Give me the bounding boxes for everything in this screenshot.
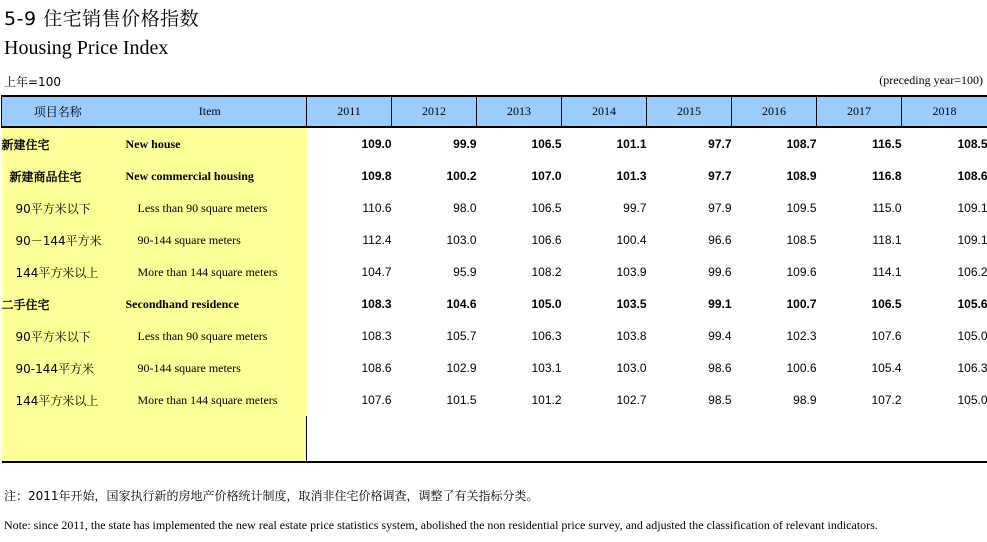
row-label-cn: 新建商品住宅 <box>2 160 114 192</box>
row-label-en: More than 144 square meters <box>114 256 307 288</box>
value-cell: 107.0 <box>531 169 562 183</box>
value-cell: 105.0 <box>957 393 987 407</box>
value-cell: 103.0 <box>616 361 647 375</box>
value-cell: 116.8 <box>872 169 902 183</box>
value-cell: 98.6 <box>708 361 732 375</box>
value-cell: 109.1 <box>957 201 987 215</box>
table-row <box>2 288 987 320</box>
value-cell: 100.6 <box>786 361 817 375</box>
row-label-cn: 90-144平方米 <box>2 352 114 384</box>
table-row <box>2 320 987 352</box>
page-title-cn: 5-9 住宅销售价格指数 <box>4 8 200 30</box>
row-label-en: More than 144 square meters <box>114 384 307 416</box>
table-header-row <box>2 96 987 127</box>
value-cell: 106.5 <box>531 201 562 215</box>
value-cell: 100.4 <box>616 233 647 247</box>
value-cell: 109.1 <box>957 233 987 247</box>
value-cell: 103.9 <box>616 265 647 279</box>
value-cell: 100.2 <box>446 169 477 183</box>
table-row <box>2 384 987 416</box>
row-label-cn: 90－144平方米 <box>2 224 114 256</box>
value-cell: 108.3 <box>361 297 392 311</box>
value-cell: 114.1 <box>872 265 902 279</box>
value-cell: 101.5 <box>446 393 477 407</box>
value-cell: 101.3 <box>616 169 647 183</box>
value-cell: 107.2 <box>871 393 902 407</box>
row-label-en: Less than 90 square meters <box>114 320 307 352</box>
value-cell: 109.6 <box>786 265 817 279</box>
value-cell: 106.2 <box>957 265 987 279</box>
value-cell: 99.1 <box>708 297 732 311</box>
value-cell: 103.8 <box>616 329 647 343</box>
value-cell: 108.9 <box>786 169 817 183</box>
table-row <box>2 192 987 224</box>
header-year: 2015 <box>647 96 732 127</box>
table-row <box>2 224 987 256</box>
value-cell: 108.2 <box>531 265 562 279</box>
value-cell: 102.9 <box>446 361 477 375</box>
page-title-en: Housing Price Index <box>4 37 169 59</box>
value-cell: 115.0 <box>872 201 902 215</box>
row-label-en: New house <box>114 127 307 160</box>
value-cell: 107.6 <box>361 393 392 407</box>
value-cell: 108.7 <box>786 137 817 151</box>
table-row <box>2 256 987 288</box>
header-year: 2016 <box>732 96 817 127</box>
table-bottom-spacer <box>2 416 987 462</box>
row-label-en: 90-144 square meters <box>114 224 307 256</box>
footnote-en: Note: since 2011, the state has implemented the new real estate price statistics system, abolished the non residential price survey, and adjusted the classification of relevant indicators. <box>4 518 878 532</box>
header-year: 2014 <box>562 96 647 127</box>
value-cell: 106.3 <box>957 361 987 375</box>
header-year: 2013 <box>477 96 562 127</box>
header-item-cn: 项目名称 <box>2 96 114 127</box>
value-cell: 95.9 <box>453 265 477 279</box>
value-cell: 98.9 <box>793 393 817 407</box>
value-cell: 100.7 <box>786 297 817 311</box>
value-cell: 102.7 <box>616 393 647 407</box>
row-label-cn: 90平方米以下 <box>2 192 114 224</box>
value-cell: 102.3 <box>786 329 817 343</box>
value-cell: 101.2 <box>531 393 562 407</box>
value-cell: 118.1 <box>872 233 902 247</box>
value-cell: 104.7 <box>361 265 392 279</box>
table-row <box>2 352 987 384</box>
value-cell: 109.0 <box>361 137 392 151</box>
value-cell: 107.6 <box>871 329 902 343</box>
table-row <box>2 160 987 192</box>
value-cell: 99.9 <box>453 137 477 151</box>
value-cell: 103.0 <box>446 233 477 247</box>
footnote-cn: 注：2011年开始，国家执行新的房地产价格统计制度，取消非住宅价格调查，调整了有关指标分类。 <box>4 489 539 503</box>
row-label-cn: 二手住宅 <box>2 288 114 320</box>
header-year: 2018 <box>902 96 987 127</box>
unit-note-en: (preceding year=100) <box>879 73 983 87</box>
value-cell: 109.8 <box>361 169 392 183</box>
row-label-cn: 144平方米以上 <box>2 384 114 416</box>
value-cell: 105.4 <box>871 361 902 375</box>
value-cell: 99.7 <box>623 201 647 215</box>
housing-price-table <box>1 95 987 463</box>
unit-note-cn: 上年=100 <box>4 75 61 89</box>
value-cell: 98.5 <box>708 393 732 407</box>
row-label-en: New commercial housing <box>114 160 307 192</box>
value-cell: 108.6 <box>957 169 987 183</box>
value-cell: 97.9 <box>708 201 732 215</box>
value-cell: 106.3 <box>531 329 562 343</box>
value-cell: 108.5 <box>957 137 987 151</box>
value-cell: 112.4 <box>362 233 392 247</box>
value-cell: 96.6 <box>708 233 732 247</box>
row-label-cn: 新建住宅 <box>2 127 114 160</box>
value-cell: 99.4 <box>708 329 732 343</box>
value-cell: 108.6 <box>361 361 392 375</box>
value-cell: 103.1 <box>531 361 562 375</box>
value-cell: 103.5 <box>616 297 647 311</box>
table-row <box>2 127 987 160</box>
value-cell: 105.0 <box>531 297 562 311</box>
value-cell: 97.7 <box>708 137 732 151</box>
value-cell: 108.3 <box>361 329 392 343</box>
row-label-en: Secondhand residence <box>114 288 307 320</box>
value-cell: 106.5 <box>871 297 902 311</box>
value-cell: 106.6 <box>531 233 562 247</box>
value-cell: 105.7 <box>446 329 477 343</box>
value-cell: 105.0 <box>957 329 987 343</box>
value-cell: 97.7 <box>708 169 732 183</box>
value-cell: 104.6 <box>446 297 477 311</box>
row-label-cn: 90平方米以下 <box>2 320 114 352</box>
value-cell: 105.6 <box>957 297 987 311</box>
header-year: 2012 <box>392 96 477 127</box>
value-cell: 110.6 <box>362 201 392 215</box>
header-year: 2017 <box>817 96 902 127</box>
value-cell: 106.5 <box>531 137 562 151</box>
header-item-en: Item <box>114 96 307 127</box>
value-cell: 116.5 <box>872 137 902 151</box>
value-cell: 108.5 <box>786 233 817 247</box>
row-label-en: Less than 90 square meters <box>114 192 307 224</box>
row-label-en: 90-144 square meters <box>114 352 307 384</box>
value-cell: 109.5 <box>786 201 817 215</box>
value-cell: 101.1 <box>616 137 647 151</box>
row-label-cn: 144平方米以上 <box>2 256 114 288</box>
value-cell: 98.0 <box>453 201 477 215</box>
header-year: 2011 <box>307 96 392 127</box>
value-cell: 99.6 <box>708 265 732 279</box>
